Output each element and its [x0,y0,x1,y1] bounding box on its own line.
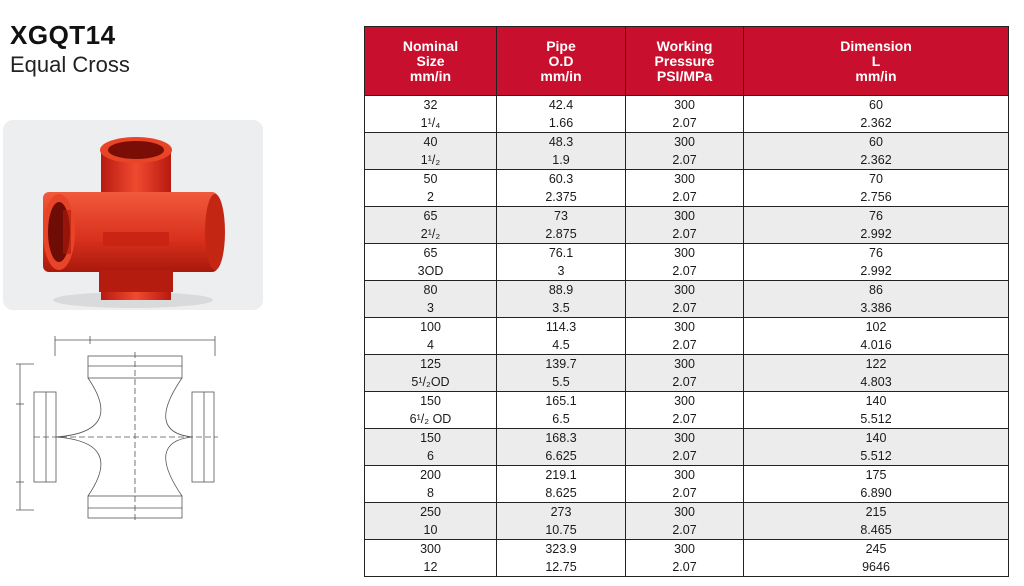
pressure-mpa: 2.07 [626,114,744,133]
pressure-mpa: 2.07 [626,225,744,244]
equal-cross-fitting-image [3,120,263,310]
dimension-in: 4.803 [744,373,1009,392]
table-row [365,355,1009,374]
dimension-in: 8.465 [744,521,1009,540]
table-row [365,262,1009,281]
dimension-in: 2.362 [744,114,1009,133]
size-mm: 40 [365,133,497,152]
size-mm: 65 [365,244,497,263]
od-mm: 48.3 [497,133,626,152]
od-in: 4.5 [497,336,626,355]
pressure-mpa: 2.07 [626,558,744,577]
table-row [365,188,1009,207]
dimension-in: 2.362 [744,151,1009,170]
size-mm: 150 [365,429,497,448]
table-row [365,281,1009,300]
od-in: 3 [497,262,626,281]
pressure-psi: 300 [626,133,744,152]
dimension-mm: 140 [744,392,1009,411]
table-row [365,447,1009,466]
table-row [365,503,1009,522]
pressure-psi: 300 [626,392,744,411]
pressure-mpa: 2.07 [626,188,744,207]
table-row [365,466,1009,485]
od-in: 12.75 [497,558,626,577]
od-in: 1.9 [497,151,626,170]
size-in: 3 [365,299,497,318]
table-row [365,540,1009,559]
pressure-psi: 300 [626,355,744,374]
od-mm: 42.4 [497,96,626,115]
od-mm: 273 [497,503,626,522]
dimension-mm: 140 [744,429,1009,448]
size-in: 6 [365,447,497,466]
dimension-mm: 122 [744,355,1009,374]
table-row [365,299,1009,318]
size-in: 1¹/₄ [365,114,497,133]
size-in: 12 [365,558,497,577]
table-row [365,225,1009,244]
od-mm: 73 [497,207,626,226]
pressure-psi: 300 [626,318,744,337]
size-in: 8 [365,484,497,503]
pressure-mpa: 2.07 [626,521,744,540]
dimension-mm: 60 [744,96,1009,115]
pressure-mpa: 2.07 [626,373,744,392]
pressure-psi: 300 [626,540,744,559]
dimension-mm: 60 [744,133,1009,152]
dimension-mm: 70 [744,170,1009,189]
equal-cross-schematic [10,332,250,522]
pressure-psi: 300 [626,244,744,263]
table-row [365,336,1009,355]
header-working-pressure: Working Pressure PSI/MPa [626,27,744,96]
pressure-psi: 300 [626,281,744,300]
dimension-in: 5.512 [744,447,1009,466]
pressure-mpa: 2.07 [626,336,744,355]
dimension-mm: 215 [744,503,1009,522]
pressure-psi: 300 [626,466,744,485]
size-in: 4 [365,336,497,355]
table-row [365,151,1009,170]
od-mm: 219.1 [497,466,626,485]
od-in: 6.625 [497,447,626,466]
dimension-in: 2.992 [744,262,1009,281]
od-mm: 165.1 [497,392,626,411]
dimension-mm: 102 [744,318,1009,337]
pressure-mpa: 2.07 [626,410,744,429]
table-row [365,429,1009,448]
size-mm: 100 [365,318,497,337]
dimension-in: 2.992 [744,225,1009,244]
table-header-row [365,27,1009,96]
dimension-in: 5.512 [744,410,1009,429]
technical-drawing [10,332,250,522]
product-photo [3,120,263,310]
od-in: 10.75 [497,521,626,540]
pressure-mpa: 2.07 [626,447,744,466]
dimension-mm: 76 [744,244,1009,263]
od-mm: 88.9 [497,281,626,300]
dimension-mm: 86 [744,281,1009,300]
pressure-mpa: 2.07 [626,484,744,503]
size-mm: 125 [365,355,497,374]
od-mm: 168.3 [497,429,626,448]
table-row [365,410,1009,429]
header-dimension-l: Dimension L mm/in [744,27,1009,96]
pressure-mpa: 2.07 [626,299,744,318]
od-mm: 60.3 [497,170,626,189]
od-in: 5.5 [497,373,626,392]
table-row [365,558,1009,577]
od-in: 6.5 [497,410,626,429]
od-in: 3.5 [497,299,626,318]
dimension-in: 6.890 [744,484,1009,503]
size-mm: 300 [365,540,497,559]
header-pipe-od: Pipe O.D mm/in [497,27,626,96]
table-row [365,133,1009,152]
size-in: 1¹/₂ [365,151,497,170]
od-in: 2.375 [497,188,626,207]
pressure-psi: 300 [626,429,744,448]
size-mm: 65 [365,207,497,226]
pressure-psi: 300 [626,96,744,115]
pressure-psi: 300 [626,207,744,226]
specification-table [364,26,1009,577]
table-row [365,392,1009,411]
size-mm: 50 [365,170,497,189]
od-in: 2.875 [497,225,626,244]
table-row [365,373,1009,392]
table-row [365,484,1009,503]
size-mm: 200 [365,466,497,485]
od-in: 1.66 [497,114,626,133]
table-row [365,114,1009,133]
size-in: 6¹/₂ OD [365,410,497,429]
od-mm: 323.9 [497,540,626,559]
table-row [365,521,1009,540]
pressure-psi: 300 [626,170,744,189]
size-mm: 32 [365,96,497,115]
size-in: 3OD [365,262,497,281]
table-row [365,96,1009,115]
od-mm: 139.7 [497,355,626,374]
pressure-psi: 300 [626,503,744,522]
size-in: 2 [365,188,497,207]
od-mm: 114.3 [497,318,626,337]
table-row [365,318,1009,337]
dimension-mm: 175 [744,466,1009,485]
dimension-in: 9646 [744,558,1009,577]
od-mm: 76.1 [497,244,626,263]
table-row [365,244,1009,263]
table-row [365,170,1009,189]
product-model: XGQT14 [10,20,116,50]
size-mm: 150 [365,392,497,411]
dimension-in: 2.756 [744,188,1009,207]
header-nominal-size: Nominal Size mm/in [365,27,497,96]
size-mm: 250 [365,503,497,522]
size-in: 10 [365,521,497,540]
dimension-in: 4.016 [744,336,1009,355]
pressure-mpa: 2.07 [626,151,744,170]
dimension-in: 3.386 [744,299,1009,318]
product-name: Equal Cross [10,52,130,77]
size-in: 5¹/₂OD [365,373,497,392]
table-row [365,207,1009,226]
dimension-mm: 245 [744,540,1009,559]
pressure-mpa: 2.07 [626,262,744,281]
size-in: 2¹/₂ [365,225,497,244]
dimension-mm: 76 [744,207,1009,226]
od-in: 8.625 [497,484,626,503]
size-mm: 80 [365,281,497,300]
